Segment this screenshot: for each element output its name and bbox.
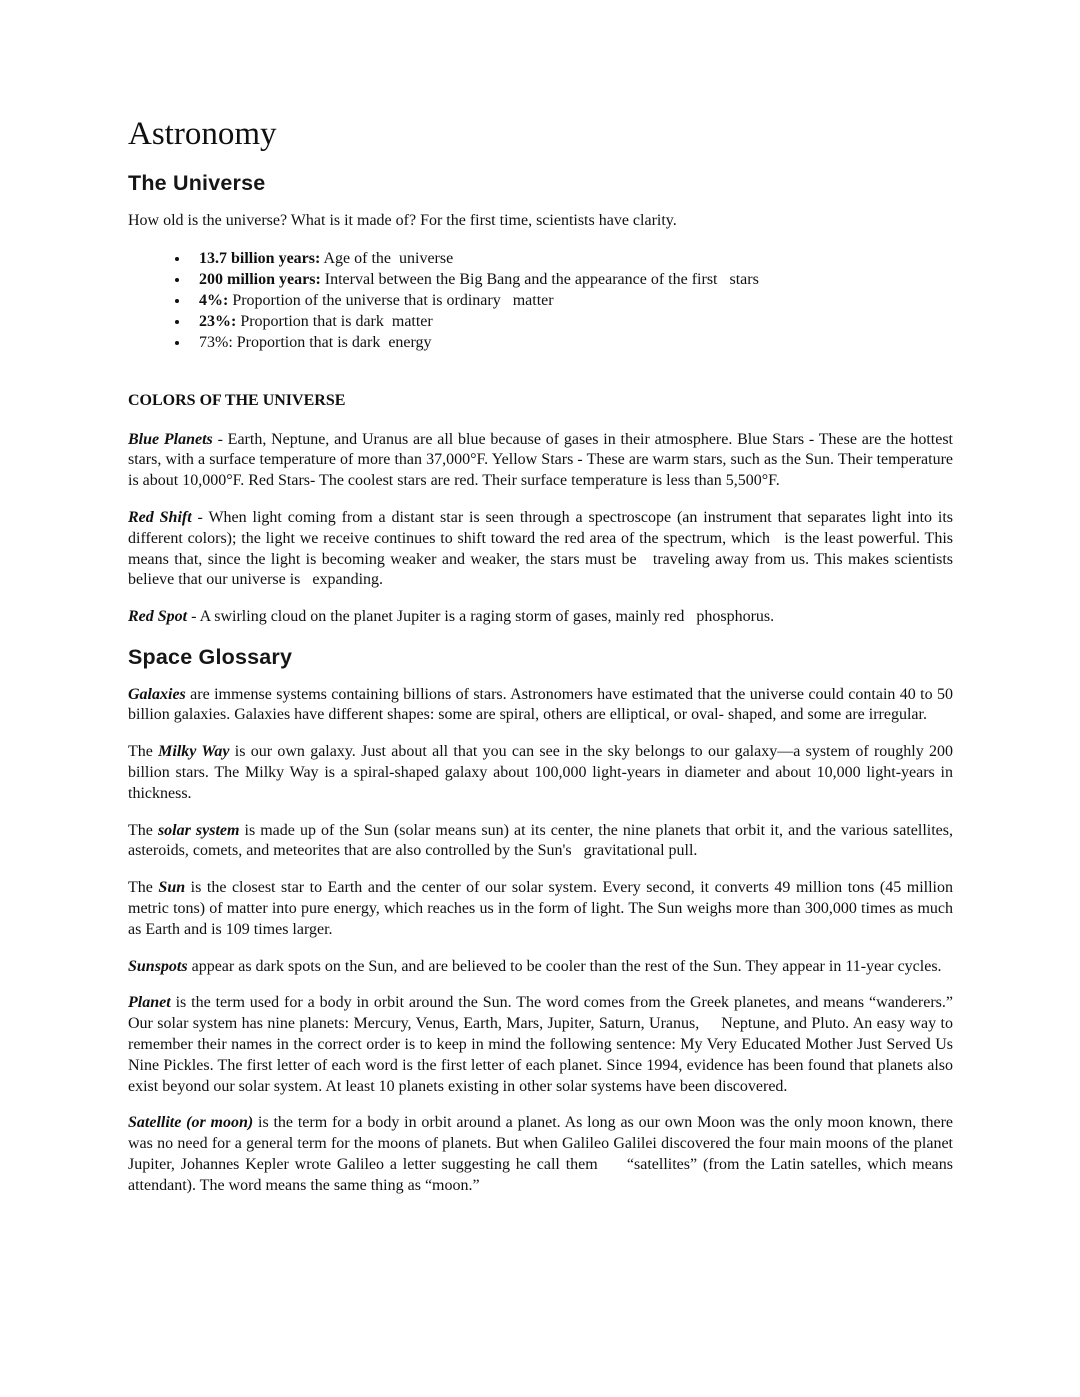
text-run: Age of the universe <box>320 250 454 268</box>
document-content <box>128 116 953 1197</box>
paragraph-galaxies <box>128 685 953 727</box>
text-run: solar system <box>157 821 240 839</box>
text-run: How old is the universe? What is it made of? For the first time, scientists have clarity. <box>128 211 677 229</box>
text-run: The <box>128 879 159 897</box>
paragraph-sun <box>128 878 953 940</box>
text-run: - Earth, Neptune, and Uranus are all blue because of gases in their atmosphere. Blue Stars - These are the hottest stars, with a surface temperature of more than 37,000°F. Yellow Stars - These are warm stars, such as the Sun. Their temperature is about 10,000°F. Red Stars- The coolest stars are red. Their surface temperature is less than 5,500°F. <box>128 430 953 490</box>
text-run: Proportion of the universe that is ordinary matter <box>228 291 554 309</box>
text-run: Blue Planets <box>128 430 213 448</box>
paragraph-planet <box>128 993 953 1097</box>
text-run: 200 million years: <box>199 271 321 289</box>
text-run: Galaxies <box>128 685 186 703</box>
text-run: 13.7 billion years: <box>199 250 321 268</box>
text-run: appear as dark spots on the Sun, and are believed to be cooler than the rest of the Sun. They appear in 11-year cycles. <box>187 957 942 975</box>
paragraph-milky-way <box>128 742 953 804</box>
text-run: Satellite (or moon) <box>128 1114 254 1132</box>
paragraph-red-shift <box>128 508 953 591</box>
paragraph-red-spot <box>128 607 953 628</box>
subsection-heading-colors-of-the-universe: COLORS OF THE UNIVERSE <box>128 392 346 410</box>
bullet-item <box>190 249 953 270</box>
section-heading-space-glossary: Space Glossary <box>128 644 293 669</box>
text-run: 23%: <box>199 312 237 330</box>
document-title: Astronomy <box>128 116 277 152</box>
text-run: Interval between the Big Bang and the appearance of the first stars <box>320 271 759 289</box>
text-run: The <box>128 821 158 839</box>
universe-facts-list <box>128 249 953 353</box>
text-run: are immense systems containing billions of stars. Astronomers have estimated that the universe could contain 40 to 50 billion galaxies. Galaxies have different shapes: some are spiral, others are elliptical, or oval- shaped, and some are irregular. <box>128 685 953 724</box>
text-run: is made up of the Sun (solar means sun) at its center, the nine planets that orbit it, and the various satellites, asteroids, comets, and meteorites that are also controlled by the Sun's gravitational pull. <box>128 821 954 860</box>
paragraph-sunspots <box>128 957 953 978</box>
text-run: Red Spot <box>128 608 188 626</box>
bullet-item <box>190 270 953 291</box>
intro-paragraph <box>128 211 953 232</box>
text-run: Planet <box>128 994 171 1012</box>
text-run: is our own galaxy. Just about all that you can see in the sky belongs to our galaxy—a system of roughly 200 billion stars. The Milky Way is a spiral-shaped galaxy about 100,000 light-years in diameter and about 10,000 light-years in thickness. <box>128 743 953 802</box>
text-run: - When light coming from a distant star is seen through a spectroscope (an instrument that separates light into its different colors); the light we receive continues to shift toward the red area of the spectrum, which is the least powerful. This means that, since the light is becoming weaker and weaker, the stars must be traveling away from us. This makes scientists believe that our universe is expanding. <box>128 508 954 589</box>
text-run: is the term used for a body in orbit around the Sun. The word comes from the Greek planetes, and means “wanderers.” Our solar system has nine planets: Mercury, Venus, Earth, Mars, Jupiter, Saturn, Uranus, Neptune, and Pluto. An easy way to remember their names in the correct order is to keep in mind the following sentence: My Very Educated Mother Just Served Us Nine Pickles. The first letter of each word is the first letter of each planet. Since 1994, evidence has been found that planets also exist beyond our solar system. At least 10 planets existing in other solar systems have been discovered. <box>128 994 953 1095</box>
paragraph-solar-system <box>128 821 953 863</box>
text-run: 4%: <box>199 291 229 309</box>
text-run: is the closest star to Earth and the center of our solar system. Every second, it converts 49 million tons (45 million metric tons) of matter into pure energy, which reaches us in the form of light. The Sun weighs more than 300,000 times as much as Earth and is 109 times larger. <box>128 879 954 938</box>
text-run: Sun <box>158 879 186 897</box>
bullet-item <box>190 291 953 312</box>
bullet-item <box>190 312 953 333</box>
text-run: Sunspots <box>128 957 188 975</box>
text-run: Milky Way <box>158 743 230 761</box>
text-run: Red Shift <box>128 508 192 526</box>
paragraph-blue-planets <box>128 430 953 492</box>
text-run: Proportion that is dark matter <box>236 312 433 330</box>
bullet-item <box>190 333 953 354</box>
text-run: 73%: Proportion that is dark energy <box>199 333 432 351</box>
section-heading-the-universe: The Universe <box>128 170 266 195</box>
text-run: - A swirling cloud on the planet Jupiter is a raging storm of gases, mainly red phosphorus. <box>187 608 775 626</box>
text-run: is the term for a body in orbit around a planet. As long as our own Moon was the only moon known, there was no need for a general term for the moons of planets. But when Galileo Galilei discovered the four main moons of the planet Jupiter, Johannes Kepler wrote Galileo a letter suggesting he call them “satellites” (from the Latin satelles, which means attendant). The word means the same thing as “moon.” <box>128 1114 954 1194</box>
paragraph-satellite <box>128 1113 953 1196</box>
text-run: The <box>128 743 159 761</box>
